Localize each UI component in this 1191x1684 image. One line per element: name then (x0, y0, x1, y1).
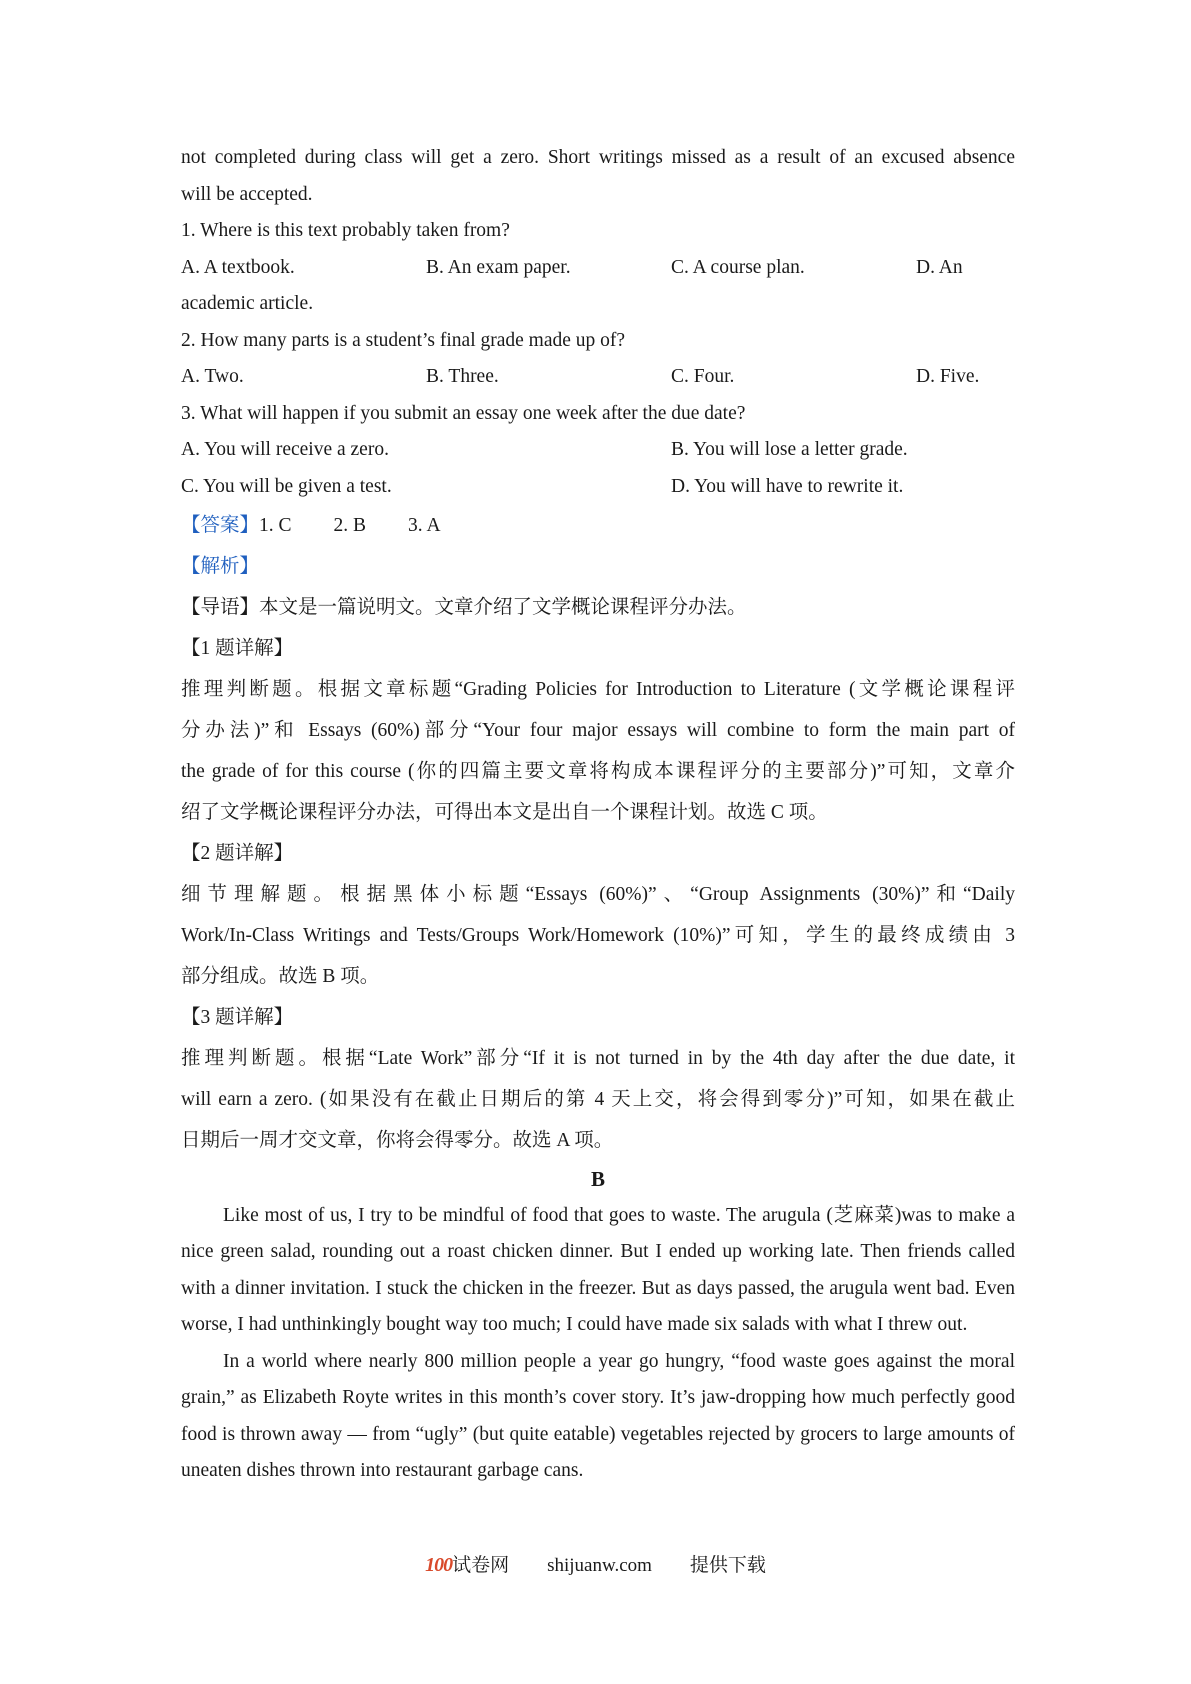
option-a: A. Two. (181, 366, 244, 387)
analysis-label: 【解析】 (181, 556, 260, 577)
site-url: shijuanw.com (547, 1555, 652, 1576)
question-options-3b (181, 469, 1015, 506)
passage-paragraph: Like most of us, I try to be mindful of food that goes to waste. The arugula (芝麻菜)was to make a nice green salad, rounding out a roast chicken dinner. But I ended up working late. Then friends called with a dinner invitation. I stuck the chicken in the freezer. But as days passed, the arugula went bad. Even worse, I had unthinkingly bought way too much; I could have made six salads with what I threw out. (181, 1204, 1015, 1335)
option-b: B. An exam paper. (426, 256, 571, 278)
q3-detail-line: 推理判断题。根据“Late Work”部分“If it is not turned in by the 4th day after the due date, it (181, 1048, 1015, 1069)
option-d-continuation: academic article. (181, 293, 314, 314)
q1-detail-line: the grade of for this course (你的四篇主要文章将构成本课程评分的主要部分)”可知，文章介 (181, 761, 1015, 782)
answer-item: 1. C (259, 515, 292, 536)
guide-line: 【导语】本文是一篇说明文。文章介绍了文学概论课程评分办法。 (181, 597, 747, 618)
question-stem-1: 1. Where is this text probably taken from? (181, 220, 510, 241)
option-b: B. Three. (426, 366, 499, 387)
text-line: will be accepted. (181, 183, 313, 205)
answer-item: 2. B (333, 515, 367, 536)
q2-detail-line: 细节理解题。根据黑体小标题“Essays (60%)”、“Group Assignments (30%)”和“Daily (181, 884, 1015, 905)
footer-note: 提供下载 (689, 1555, 766, 1576)
option-d: D. An (916, 256, 963, 278)
question-options-1 (181, 250, 1015, 287)
answer-item: 3. A (408, 515, 441, 536)
option-d: D. Five. (916, 366, 980, 387)
q1-detail-title: 【1 题详解】 (181, 638, 294, 659)
q1-detail-line: 绍了文学概论课程评分办法，可得出本文是出自一个课程计划。故选 C 项。 (181, 802, 828, 823)
question-options-3a (181, 432, 1015, 469)
q1-detail-line: 推理判断题。根据文章标题“Grading Policies for Introduction to Literature (文学概论课程评 (181, 679, 1015, 700)
option-c: C. You will be given a test. (181, 475, 392, 497)
logo-text: 试卷网 (452, 1555, 510, 1576)
question-stem-3: 3. What will happen if you submit an essay one week after the due date? (181, 402, 746, 424)
option-b: B. You will lose a letter grade. (671, 439, 908, 460)
page-footer (0, 1550, 1191, 1577)
question-options-2 (181, 359, 1015, 396)
q3-detail-line: 日期后一周才交文章，你将会得零分。故选 A 项。 (181, 1130, 614, 1151)
answer-label: 【答案】 (181, 515, 260, 536)
q3-detail-line: will earn a zero. (如果没有在截止日期后的第 4 天上交，将会得到零分)”可知，如果在截止 (181, 1089, 1015, 1110)
question-stem-2: 2. How many parts is a student’s final grade made up of? (181, 329, 626, 351)
option-c: C. A course plan. (671, 256, 805, 278)
option-d: D. You will have to rewrite it. (671, 475, 904, 497)
q2-detail-line: Work/In-Class Writings and Tests/Groups Work/Homework (10%)”可知，学生的最终成绩由 3 (181, 925, 1015, 946)
answer-line (181, 505, 1015, 546)
option-c: C. Four. (671, 366, 735, 387)
q3-detail-title: 【3 题详解】 (181, 1007, 294, 1028)
q1-detail-line: 分办法)”和 Essays (60%)部分“Your four major essays will combine to form the main part of (181, 720, 1015, 741)
text-line: not completed during class will get a zero. Short writings missed as a result of an excused absence (181, 147, 1015, 168)
section-heading: B (590, 1167, 605, 1191)
page-content (181, 140, 1015, 1490)
q2-detail-line: 部分组成。故选 B 项。 (181, 966, 380, 987)
option-a: A. You will receive a zero. (181, 439, 389, 460)
site-logo (425, 1550, 509, 1577)
option-a: A. A textbook. (181, 256, 295, 278)
passage-paragraph: In a world where nearly 800 million people a year go hungry, “food waste goes against the moral grain,” as Elizabeth Royte writes in this month’s cover story. It’s jaw-dropping how much perfectly good food is thrown away — from “ugly” (but quite eatable) vegetables rejected by grocers to large amounts of uneaten dishes thrown into restaurant garbage cans. (181, 1350, 1015, 1481)
q2-detail-title: 【2 题详解】 (181, 843, 294, 864)
logo-number: 100 (425, 1554, 453, 1576)
